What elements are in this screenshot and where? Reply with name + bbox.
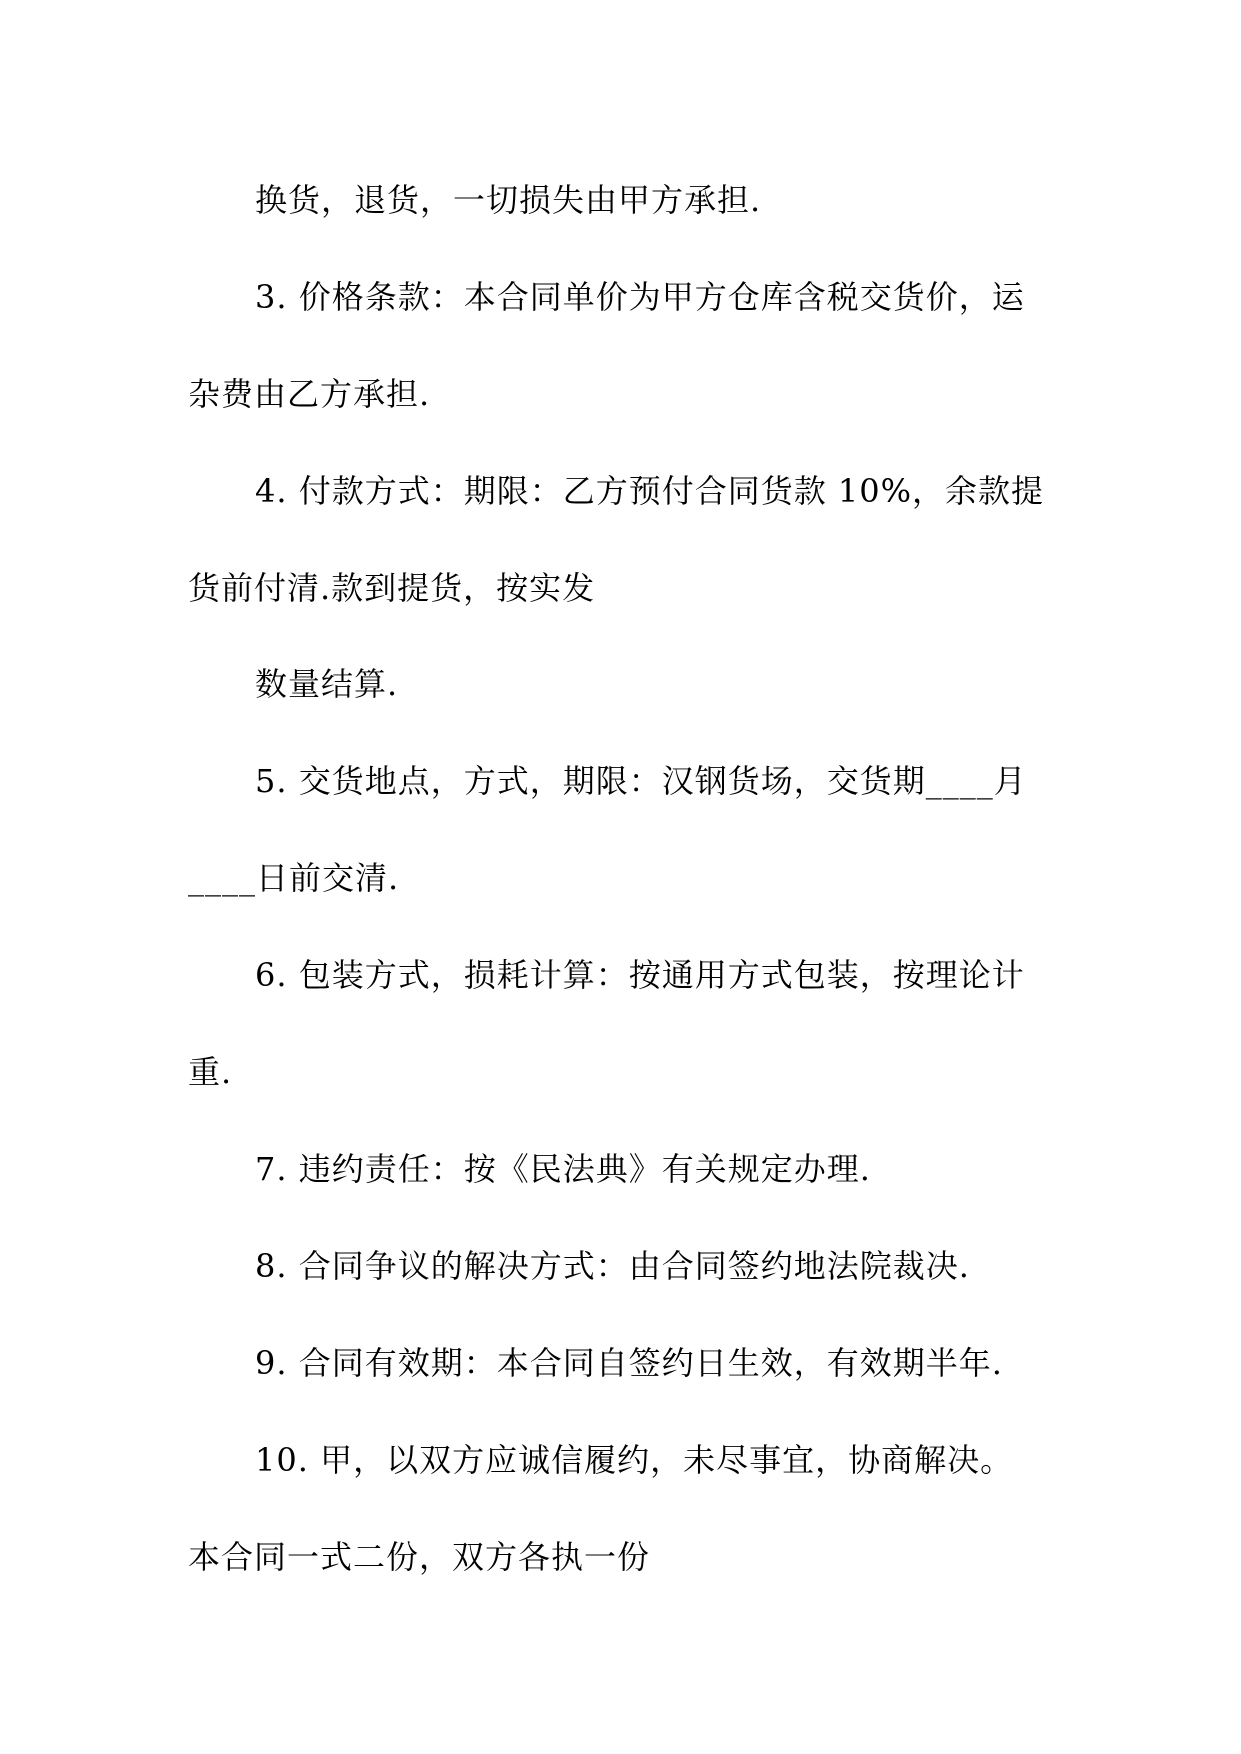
clause-10-line: 10. 甲，以双方应诚信履约，未尽事宜，协商解决。 <box>255 1441 1014 1479</box>
clause-5-line-1: 5. 交货地点，方式，期限：汉钢货场，交货期____月 <box>255 762 1027 800</box>
clause-5-line-2: ____日前交清. <box>188 859 400 897</box>
clause-6-line-2: 重. <box>188 1053 233 1091</box>
clause-9-line: 9. 合同有效期：本合同自签约日生效，有效期半年. <box>255 1344 1003 1382</box>
clause-4-line-2: 货前付清.款到提货，按实发 <box>188 569 596 607</box>
clause-3-line-1: 3. 价格条款：本合同单价为甲方仓库含税交货价，运 <box>255 278 1025 316</box>
clause-4-line-3: 数量结算. <box>255 665 399 703</box>
clause-4-line-1: 4. 付款方式：期限：乙方预付合同货款 10%，余款提 <box>255 472 1045 510</box>
clause-6-line-1: 6. 包装方式，损耗计算：按通用方式包装，按理论计 <box>255 956 1025 994</box>
text-line-1: 换货，退货，一切损失由甲方承担. <box>255 181 762 219</box>
closing-line: 本合同一式二份，双方各执一份 <box>188 1538 651 1576</box>
clause-7-line: 7. 违约责任：按《民法典》有关规定办理. <box>255 1150 871 1188</box>
clause-8-line: 8. 合同争议的解决方式：由合同签约地法院裁决. <box>255 1247 970 1285</box>
clause-3-line-2: 杂费由乙方承担. <box>188 375 431 413</box>
